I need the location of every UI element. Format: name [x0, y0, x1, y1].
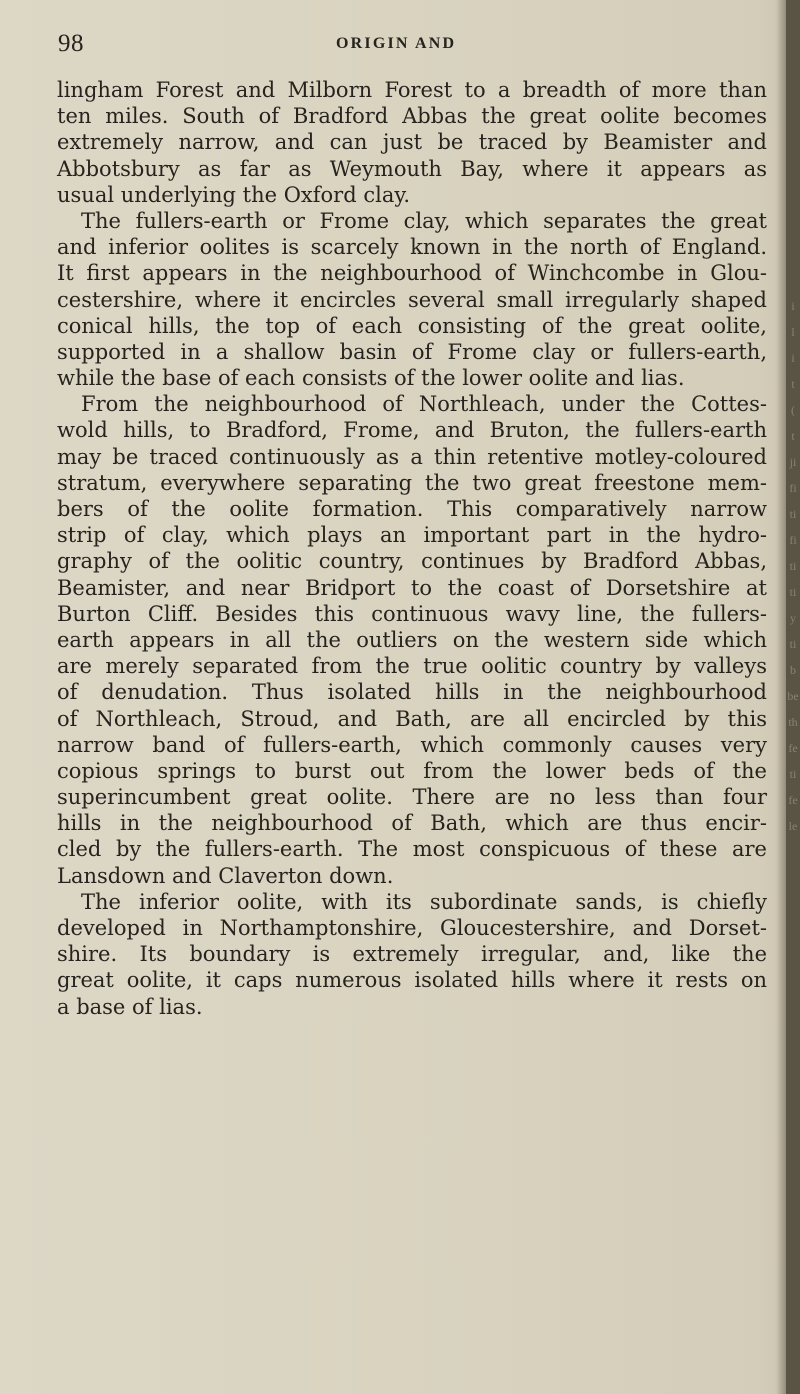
text-line: cled by the fullers-earth. The most conspicuous of these are	[57, 837, 767, 862]
text-line: of Northleach, Stroud, and Bath, are all encircled by this	[57, 706, 767, 731]
edge-fragment: fi	[789, 481, 797, 495]
edge-fragment: fe	[788, 741, 798, 755]
text-line: Beamister, and near Bridport to the coast of Dorsetshire at	[57, 575, 767, 600]
text-line: earth appears in all the outliers on the western side which	[57, 627, 767, 652]
edge-fragment: fe	[788, 793, 798, 807]
edge-fragment: ti	[789, 637, 797, 651]
text-line: It first appears in the neighbourhood of Winchcombe in Glou-	[57, 261, 767, 286]
edge-fragment: t	[791, 429, 795, 443]
body-text	[57, 77, 767, 1020]
edge-fragment: y	[790, 611, 796, 625]
edge-fragment: le	[788, 819, 798, 833]
text-line: Abbotsbury as far as Weymouth Bay, where it appears as	[57, 156, 767, 181]
text-line: Lansdown and Claverton down.	[57, 863, 394, 888]
text-line: Burton Cliff. Besides this continuous wavy line, the fullers-	[57, 601, 767, 626]
text-line: wold hills, to Bradford, Frome, and Bruton, the fullers-earth	[57, 418, 767, 443]
edge-fragment: fi	[789, 533, 797, 547]
text-line: superincumbent great oolite. There are no less than four	[57, 785, 767, 810]
paragraph	[57, 208, 767, 391]
text-line: shire. Its boundary is extremely irregular, and, like the	[57, 942, 767, 967]
text-line: bers of the oolite formation. This comparatively narrow	[57, 497, 767, 521]
edge-fragment: th	[788, 715, 798, 729]
text-line: of denudation. Thus isolated hills in the neighbourhood	[57, 680, 767, 705]
edge-fragment: ti	[789, 585, 797, 599]
edge-fragment: ti	[789, 767, 797, 781]
paragraph	[57, 77, 767, 208]
text-line: strip of clay, which plays an important part in the hydro-	[57, 523, 767, 548]
edge-fragment: be	[787, 689, 799, 703]
text-line: The fullers-earth or Frome clay, which separates the great	[81, 208, 767, 233]
text-line: graphy of the oolitic country, continues by Bradford Abbas,	[57, 549, 767, 574]
text-line: while the base of each consists of the lower oolite and lias.	[57, 366, 685, 391]
edge-fragment: b	[790, 663, 796, 677]
page-number: 98	[58, 30, 84, 57]
edge-fragment: l	[791, 325, 795, 339]
text-line: The inferior oolite, with its subordinate sands, is chiefly	[81, 889, 767, 914]
text-line: copious springs to burst out from the lower beds of the	[57, 758, 767, 783]
text-line: From the neighbourhood of Northleach, under the Cottes-	[81, 392, 767, 417]
edge-fragment: ti	[789, 559, 797, 573]
text-line: cestershire, where it encircles several small irregularly shaped	[57, 287, 767, 312]
paragraph	[57, 391, 767, 889]
text-line: usual underlying the Oxford clay.	[57, 182, 411, 207]
page-gutter-shadow	[776, 0, 786, 1394]
edge-fragment: t	[791, 377, 795, 391]
paragraph	[57, 889, 767, 1020]
text-line: extremely narrow, and can just be traced by Beamister and	[57, 130, 767, 155]
text-line: a base of lias.	[57, 994, 203, 1019]
edge-fragment: ti	[789, 507, 797, 521]
text-line: supported in a shallow basin of Frome clay or fullers-earth,	[57, 339, 767, 364]
text-line: conical hills, the top of each consisting of the great oolite,	[57, 313, 767, 338]
text-line: may be traced continuously as a thin retentive motley-coloured	[57, 444, 767, 469]
edge-fragment: i	[791, 299, 795, 313]
page-header	[58, 30, 758, 60]
running-head: ORIGIN AND	[336, 35, 457, 52]
text-line: great oolite, it caps numerous isolated hills where it rests on	[57, 968, 767, 993]
edge-fragment: ji	[789, 455, 797, 469]
text-line: ten miles. South of Bradford Abbas the great oolite becomes	[57, 104, 767, 129]
edge-fragment: (	[791, 403, 795, 417]
text-line: developed in Northamptonshire, Gloucestershire, and Dorset-	[57, 916, 767, 940]
text-line: are merely separated from the true oolitic country by valleys	[57, 654, 767, 679]
text-line: lingham Forest and Milborn Forest to a breadth of more than	[57, 78, 767, 102]
text-line: and inferior oolites is scarcely known in the north of England.	[57, 235, 767, 260]
edge-fragment: i	[791, 351, 795, 365]
text-line: stratum, everywhere separating the two great freestone mem-	[57, 470, 767, 495]
text-line: narrow band of fullers-earth, which commonly causes very	[57, 732, 767, 757]
text-line: hills in the neighbourhood of Bath, which are thus encir-	[57, 811, 767, 836]
